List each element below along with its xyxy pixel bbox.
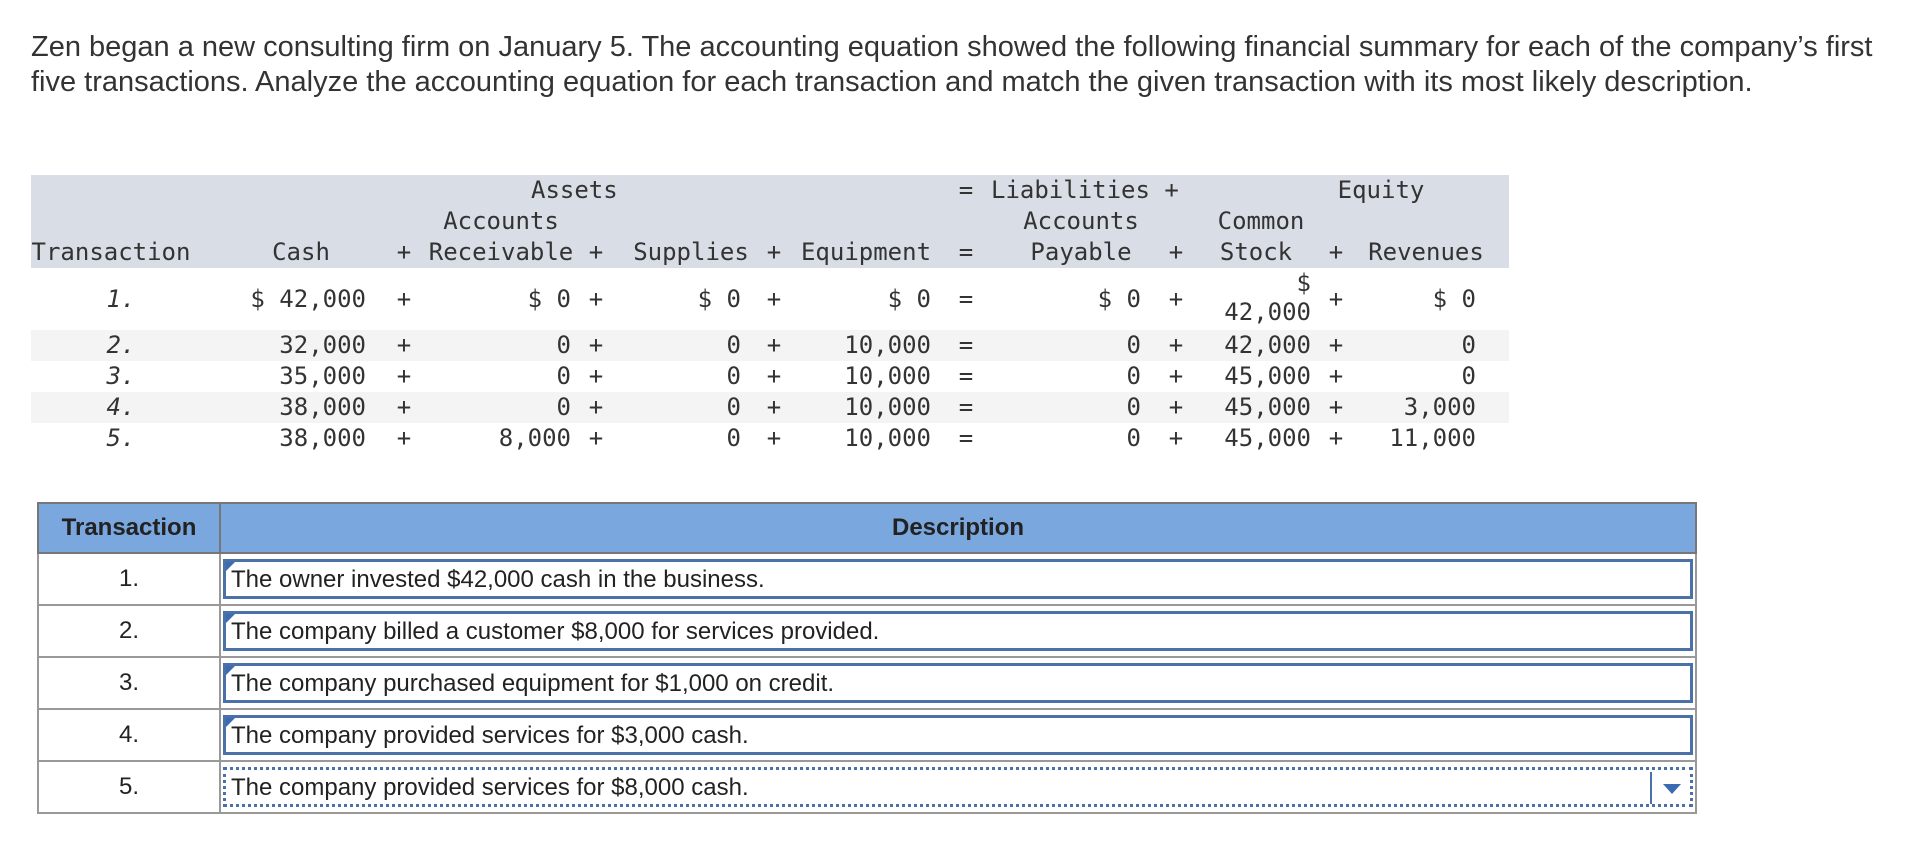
accounts-receivable-value: 0	[556, 362, 571, 390]
liabilities-heading: Liabilities +	[991, 176, 1179, 204]
plus-sign: +	[588, 424, 604, 452]
equation-header-row-1	[31, 175, 1509, 206]
description-dropdown-4[interactable]	[223, 715, 1693, 755]
answered-marker-icon	[226, 562, 235, 571]
transaction-heading: Transaction	[31, 238, 191, 266]
plus-sign: +	[588, 362, 604, 390]
question-prompt: Zen began a new consulting firm on January 5. The accounting equation showed the following financial summary for each of the company’s first five transactions. Analyze the accounting equation for each transaction and match the given transaction with its most likely description.	[31, 31, 1873, 98]
equation-header-row-3	[31, 237, 1509, 268]
transaction-number: 2.	[106, 331, 136, 359]
answered-marker-icon	[226, 718, 235, 727]
equals-sign: =	[958, 285, 974, 313]
revenues-value: 0	[1461, 362, 1476, 390]
selected-description: The company billed a customer $8,000 for services provided.	[231, 618, 880, 645]
transaction-number: 1.	[106, 285, 136, 313]
plus-sign: +	[588, 393, 604, 421]
equipment-heading: Equipment	[800, 238, 932, 266]
equipment-value: 10,000	[844, 331, 931, 359]
selected-description: The company purchased equipment for $1,000 on credit.	[231, 670, 835, 697]
plus-sign: +	[588, 285, 604, 313]
payable-heading: Payable	[1030, 238, 1132, 266]
stock-heading: Stock	[1219, 238, 1293, 266]
assets-heading: Assets	[531, 176, 618, 204]
transaction-number: 5.	[38, 761, 220, 813]
common-stock-value: 45,000	[1224, 362, 1311, 390]
plus-sign: +	[766, 285, 782, 313]
plus-sign: +	[766, 331, 782, 359]
receivable-heading: Receivable	[428, 238, 574, 266]
matching-table	[37, 502, 1697, 814]
revenues-value: $ 0	[1432, 285, 1476, 313]
description-dropdown-3[interactable]	[223, 663, 1693, 703]
plus-sign: +	[396, 393, 412, 421]
accounts-receivable-value: 0	[556, 393, 571, 421]
plus-sign: +	[766, 238, 782, 266]
plus-sign: +	[1328, 393, 1344, 421]
plus-sign: +	[1328, 424, 1344, 452]
equals-heading: =	[958, 176, 974, 204]
table-row	[38, 761, 1696, 813]
plus-sign: +	[396, 331, 412, 359]
table-row	[38, 657, 1696, 709]
transaction-number: 2.	[38, 605, 220, 657]
table-row	[38, 553, 1696, 605]
transaction-column-header: Transaction	[38, 503, 220, 553]
table-row	[38, 709, 1696, 761]
supplies-value: 0	[726, 331, 741, 359]
plus-sign: +	[1168, 424, 1184, 452]
supplies-value: $ 0	[697, 285, 741, 313]
plus-sign: +	[588, 331, 604, 359]
equals-sign: =	[958, 424, 974, 452]
plus-sign: +	[588, 238, 604, 266]
transaction-number: 3.	[38, 657, 220, 709]
cash-value: 32,000	[279, 331, 366, 359]
common-stock-value: 42,000	[1224, 298, 1311, 326]
plus-sign: +	[1168, 285, 1184, 313]
description-dropdown-1[interactable]	[223, 559, 1693, 599]
description-dropdown-5[interactable]	[223, 767, 1693, 807]
accounts-receivable-heading-top: Accounts	[443, 207, 559, 235]
equipment-value: $ 0	[887, 285, 931, 313]
cash-value: $ 42,000	[250, 285, 366, 313]
transaction-number: 5.	[106, 424, 136, 452]
accounts-payable-value: 0	[1126, 362, 1141, 390]
equation-header-row-2	[31, 206, 1509, 237]
equipment-value: 10,000	[844, 424, 931, 452]
cash-value: 38,000	[279, 424, 366, 452]
transaction-number: 4.	[106, 393, 136, 421]
plus-sign: +	[396, 238, 412, 266]
supplies-value: 0	[726, 362, 741, 390]
transaction-number: 4.	[38, 709, 220, 761]
plus-sign: +	[1168, 362, 1184, 390]
accounts-payable-value: 0	[1126, 331, 1141, 359]
description-dropdown-2[interactable]	[223, 611, 1693, 651]
selected-description: The company provided services for $3,000 cash.	[231, 722, 749, 749]
common-stock-value: 45,000	[1224, 393, 1311, 421]
equity-heading: Equity	[1337, 176, 1425, 204]
chevron-down-icon	[1663, 784, 1681, 794]
accounts-payable-value: $ 0	[1097, 285, 1141, 313]
equals-sign: =	[958, 238, 974, 266]
plus-sign: +	[1328, 238, 1344, 266]
cash-value: 38,000	[279, 393, 366, 421]
equipment-value: 10,000	[844, 362, 931, 390]
revenues-value: 3,000	[1403, 393, 1476, 421]
plus-sign: +	[396, 424, 412, 452]
selected-description: The company provided services for $8,000 cash.	[231, 774, 749, 801]
plus-sign: +	[766, 393, 782, 421]
equals-sign: =	[958, 331, 974, 359]
selected-description: The owner invested $42,000 cash in the business.	[231, 566, 765, 593]
plus-sign: +	[396, 362, 412, 390]
transaction-number: 1.	[38, 553, 220, 605]
equation-row	[31, 268, 1509, 330]
equals-sign: =	[958, 393, 974, 421]
plus-sign: +	[396, 285, 412, 313]
plus-sign: +	[1168, 331, 1184, 359]
plus-sign: +	[1168, 393, 1184, 421]
accounts-payable-heading-top: Accounts	[1023, 207, 1139, 235]
common-stock-value: 45,000	[1224, 424, 1311, 452]
plus-sign: +	[1328, 331, 1344, 359]
accounts-receivable-value: 0	[556, 331, 571, 359]
common-stock-value: 42,000	[1224, 331, 1311, 359]
transaction-number: 3.	[106, 362, 136, 390]
equation-row	[31, 330, 1509, 361]
answered-marker-icon	[226, 614, 235, 623]
equation-row	[31, 361, 1509, 392]
plus-sign: +	[1328, 362, 1344, 390]
equipment-value: 10,000	[844, 393, 931, 421]
description-column-header: Description	[220, 503, 1696, 553]
supplies-heading: Supplies	[633, 238, 749, 266]
equation-row	[31, 392, 1509, 423]
plus-sign: +	[1168, 238, 1184, 266]
plus-sign: +	[1328, 285, 1344, 313]
plus-sign: +	[766, 362, 782, 390]
supplies-value: 0	[726, 393, 741, 421]
accounts-payable-value: 0	[1126, 393, 1141, 421]
table-row	[38, 605, 1696, 657]
common-stock-heading-top: Common	[1217, 207, 1305, 235]
revenues-heading: Revenues	[1368, 238, 1484, 266]
equation-row	[31, 423, 1509, 454]
revenues-value: 11,000	[1389, 424, 1476, 452]
revenues-value: 0	[1461, 331, 1476, 359]
plus-sign: +	[766, 424, 782, 452]
supplies-value: 0	[726, 424, 741, 452]
answered-marker-icon	[226, 666, 235, 675]
accounts-payable-value: 0	[1126, 424, 1141, 452]
accounts-receivable-value: $ 0	[527, 285, 571, 313]
accounts-receivable-value: 8,000	[498, 424, 571, 452]
dropdown-toggle-button[interactable]	[1650, 772, 1690, 804]
equals-sign: =	[958, 362, 974, 390]
cash-value: 35,000	[279, 362, 366, 390]
common-stock-dollar-sign: $	[1296, 269, 1311, 297]
cash-heading: Cash	[272, 238, 330, 266]
